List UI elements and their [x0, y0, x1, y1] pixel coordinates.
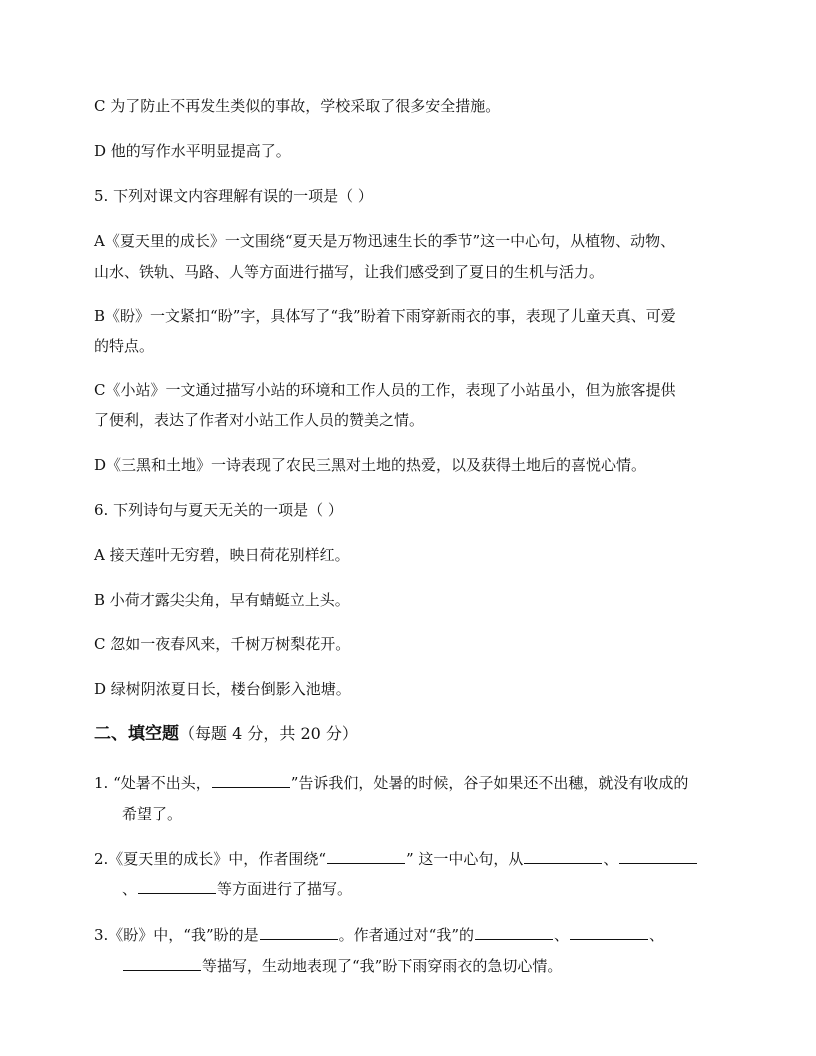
fill-q1-text-a: 1. “处暑不出头， — [94, 774, 211, 792]
option-d-q5: D《三黑和土地》一诗表现了农民三黑对土地的热爱，以及获得土地后的喜悦心情。 — [94, 456, 647, 474]
fill-q3-text-b: 。作者通过对“我”的 — [338, 926, 474, 944]
option-b-q5-line2: 的特点。 — [94, 337, 155, 355]
fill-question-3-line2 — [122, 956, 562, 976]
answer-blank[interactable] — [212, 773, 290, 788]
answer-blank[interactable] — [570, 925, 648, 940]
option-b-q6: B 小荷才露尖尖角，早有蜻蜓立上头。 — [94, 591, 350, 609]
answer-blank[interactable] — [138, 879, 216, 894]
option-c-q5-line1: C《小站》一文通过描写小站的环境和工作人员的工作，表现了小站虽小，但为旅客提供 — [94, 381, 676, 399]
fill-q2-sep-2: 、 — [122, 880, 138, 898]
fill-q2-text-b: ” 这一中心句，从 — [405, 850, 524, 868]
fill-q3-sep-1: 、 — [554, 926, 570, 944]
fill-q2-text-e: 等方面进行了描写。 — [217, 880, 353, 898]
fill-question-2-line1 — [94, 849, 698, 869]
option-a-q5-line1: A《夏天里的成长》一文围绕“夏天是万物迅速生长的季节”这一中心句，从植物、动物、 — [94, 232, 676, 250]
fill-question-3-line1 — [94, 925, 664, 945]
answer-blank[interactable] — [327, 849, 405, 864]
answer-blank[interactable] — [260, 925, 338, 940]
option-d-q6: D 绿树阴浓夏日长，楼台倒影入池塘。 — [94, 680, 351, 698]
fill-q2-sep-1: 、 — [603, 850, 619, 868]
fill-q1-text-b: ”告诉我们，处暑的时候，谷子如果还不出穗，就没有收成的 — [290, 774, 689, 792]
option-c-q6: C 忽如一夜春风来，千树万树梨花开。 — [94, 635, 351, 653]
option-b-q5-line1: B《盼》一文紧扣“盼”字，具体写了“我”盼着下雨穿新雨衣的事，表现了儿童天真、可爱 — [94, 307, 676, 325]
answer-blank[interactable] — [524, 849, 602, 864]
fill-q2-text-a: 2.《夏天里的成长》中，作者围绕“ — [94, 850, 326, 868]
option-c-q4: C 为了防止不再发生类似的事故，学校采取了很多安全措施。 — [94, 97, 501, 115]
option-d-q4: D 他的写作水平明显提高了。 — [94, 142, 291, 160]
option-c-q5-line2: 了便利，表达了作者对小站工作人员的赞美之情。 — [94, 411, 425, 429]
answer-blank[interactable] — [475, 925, 553, 940]
fill-question-1-line1 — [94, 773, 688, 793]
answer-blank[interactable] — [619, 849, 697, 864]
section-heading — [94, 723, 358, 745]
answer-blank[interactable] — [123, 956, 201, 971]
option-a-q5-line2: 山水、铁轨、马路、人等方面进行描写，让我们感受到了夏日的生机与活力。 — [94, 263, 605, 281]
section-title: 二、填空题 — [94, 724, 179, 744]
fill-q3-text-e: 等描写，生动地表现了“我”盼下雨穿雨衣的急切心情。 — [202, 957, 563, 975]
fill-q3-sep-2: 、 — [649, 926, 665, 944]
fill-q3-text-a: 3.《盼》中，“我”盼的是 — [94, 926, 259, 944]
section-note: （每题 4 分，共 20 分） — [179, 724, 358, 743]
question-6: 6. 下列诗句与夏天无关的一项是（ ） — [94, 501, 343, 519]
question-5: 5. 下列对课文内容理解有误的一项是（ ） — [94, 187, 373, 205]
fill-question-2-line2 — [122, 879, 352, 899]
option-a-q6: A 接天莲叶无穷碧，映日荷花别样红。 — [94, 546, 350, 564]
fill-question-1-line2: 希望了。 — [122, 805, 183, 823]
